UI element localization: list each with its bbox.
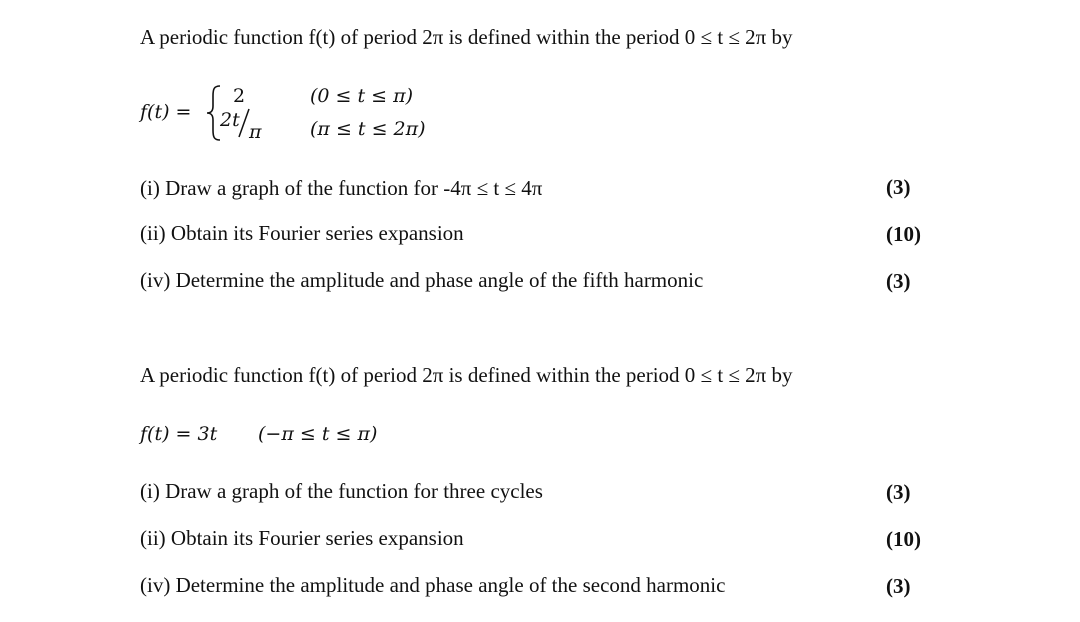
question1-equation-lhs: f(t) = — [140, 101, 192, 123]
question2-part-iv-marks: (3) — [886, 574, 911, 598]
question1-part-ii-marks: (10) — [886, 222, 921, 246]
question1-part-ii: (ii) Obtain its Fourier series expansion — [140, 221, 464, 245]
question1-case2-denominator: π — [249, 121, 262, 143]
question2-part-iv: (iv) Determine the amplitude and phase angle of the second harmonic — [140, 573, 726, 597]
question1-case2-condition: (π ≤ t ≤ 2π) — [310, 118, 426, 140]
question2-part-i-marks: (3) — [886, 480, 911, 504]
question1-case1-condition: (0 ≤ t ≤ π) — [310, 85, 414, 107]
question1-part-i: (i) Draw a graph of the function for -4π ≤ t ≤ 4π — [140, 176, 543, 200]
question1-part-iv-marks: (3) — [886, 269, 911, 293]
question1-part-iv: (iv) Determine the amplitude and phase angle of the fifth harmonic — [140, 268, 704, 292]
question2-part-i: (i) Draw a graph of the function for three cycles — [140, 479, 543, 503]
question1-case2-numerator: 2t — [220, 109, 240, 131]
question2-part-ii-marks: (10) — [886, 527, 921, 551]
question2-intro: A periodic function f(t) of period 2π is defined within the period 0 ≤ t ≤ 2π by — [140, 363, 793, 387]
question2-equation-condition: (−π ≤ t ≤ π) — [258, 423, 378, 445]
question1-case1-value: 2 — [233, 85, 246, 107]
question2-part-ii: (ii) Obtain its Fourier series expansion — [140, 526, 464, 550]
question1-part-i-marks: (3) — [886, 175, 911, 199]
question1-intro: A periodic function f(t) of period 2π is defined within the period 0 ≤ t ≤ 2π by — [140, 25, 793, 49]
question2-equation-lhs: f(t) = 3t — [140, 423, 218, 445]
